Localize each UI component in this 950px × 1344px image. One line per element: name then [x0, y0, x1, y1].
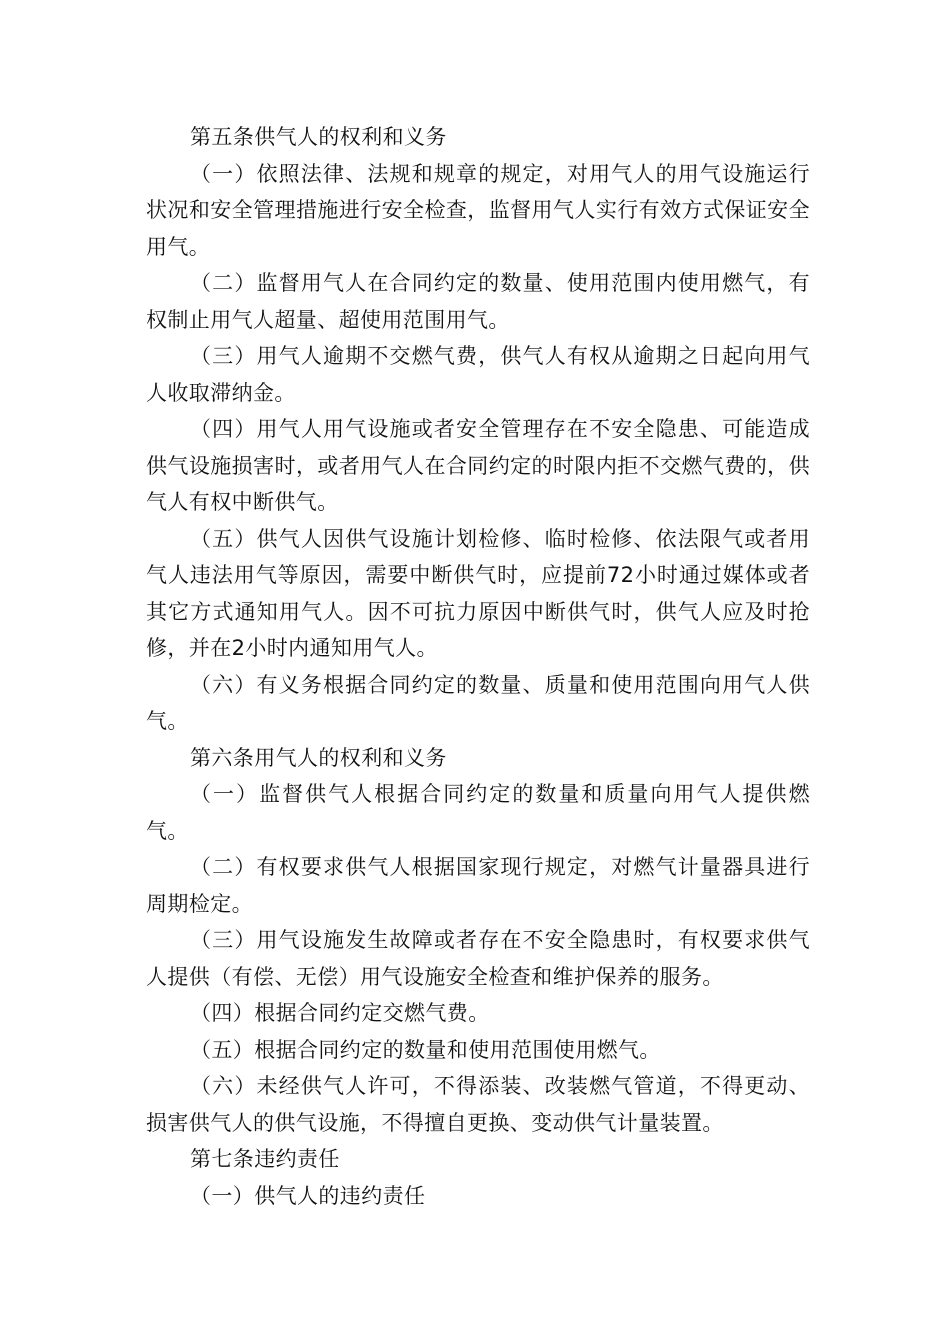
- article-5-item-3: （三）用气人逾期不交燃气费，供气人有权从逾期之日起向用气人收取滞纳金。: [146, 344, 810, 405]
- article-5-item-6: （六）有义务根据合同约定的数量、质量和使用范围向用气人供气。: [146, 672, 810, 733]
- article-7-heading: 第七条违约责任: [190, 1147, 340, 1171]
- article-6-item-4: （四）根据合同约定交燃气费。: [190, 1001, 490, 1025]
- article-6-item-3: （三）用气设施发生故障或者存在不安全隐患时，有权要求供气人提供（有偿、无偿）用气设施安全检查和维护保养的服务。: [146, 928, 810, 989]
- article-5-item-5: （五）供气人因供气设施计划检修、临时检修、依法限气或者用气人违法用气等原因，需要中断供气时，应提前72小时通过媒体或者其它方式通知用气人。因不可抗力原因中断供气时，供气人应及时抢修，并在2小时内通知用气人。: [146, 526, 810, 660]
- article-6-item-1: （一）监督供气人根据合同约定的数量和质量向用气人提供燃气。: [146, 782, 810, 843]
- article-6-item-5: （五）根据合同约定的数量和使用范围使用燃气。: [190, 1037, 661, 1062]
- article-5-item-4: （四）用气人用气设施或者安全管理存在不安全隐患、可能造成供气设施损害时，或者用气人在合同约定的时限内拒不交燃气费的，供气人有权中断供气。: [146, 417, 810, 514]
- article-6-item-6: （六）未经供气人许可，不得添装、改装燃气管道，不得更动、损害供气人的供气设施，不得擅自更换、变动供气计量装置。: [146, 1074, 810, 1135]
- article-5-item-1: （一）依照法律、法规和规章的规定，对用气人的用气设施运行状况和安全管理措施进行安全检查，监督用气人实行有效方式保证安全用气。: [146, 161, 810, 259]
- article-7-item-1: （一）供气人的违约责任: [190, 1183, 426, 1208]
- article-6-item-2: （二）有权要求供气人根据国家现行规定，对燃气计量器具进行周期检定。: [146, 855, 810, 916]
- article-6-heading: 第六条用气人的权利和义务: [190, 745, 447, 770]
- article-5-heading: 第五条供气人的权利和义务: [190, 125, 447, 149]
- document-body: [146, 119, 810, 1214]
- article-5-item-2: （二）监督用气人在合同约定的数量、使用范围内使用燃气，有权制止用气人超量、超使用范围用气。: [146, 271, 810, 332]
